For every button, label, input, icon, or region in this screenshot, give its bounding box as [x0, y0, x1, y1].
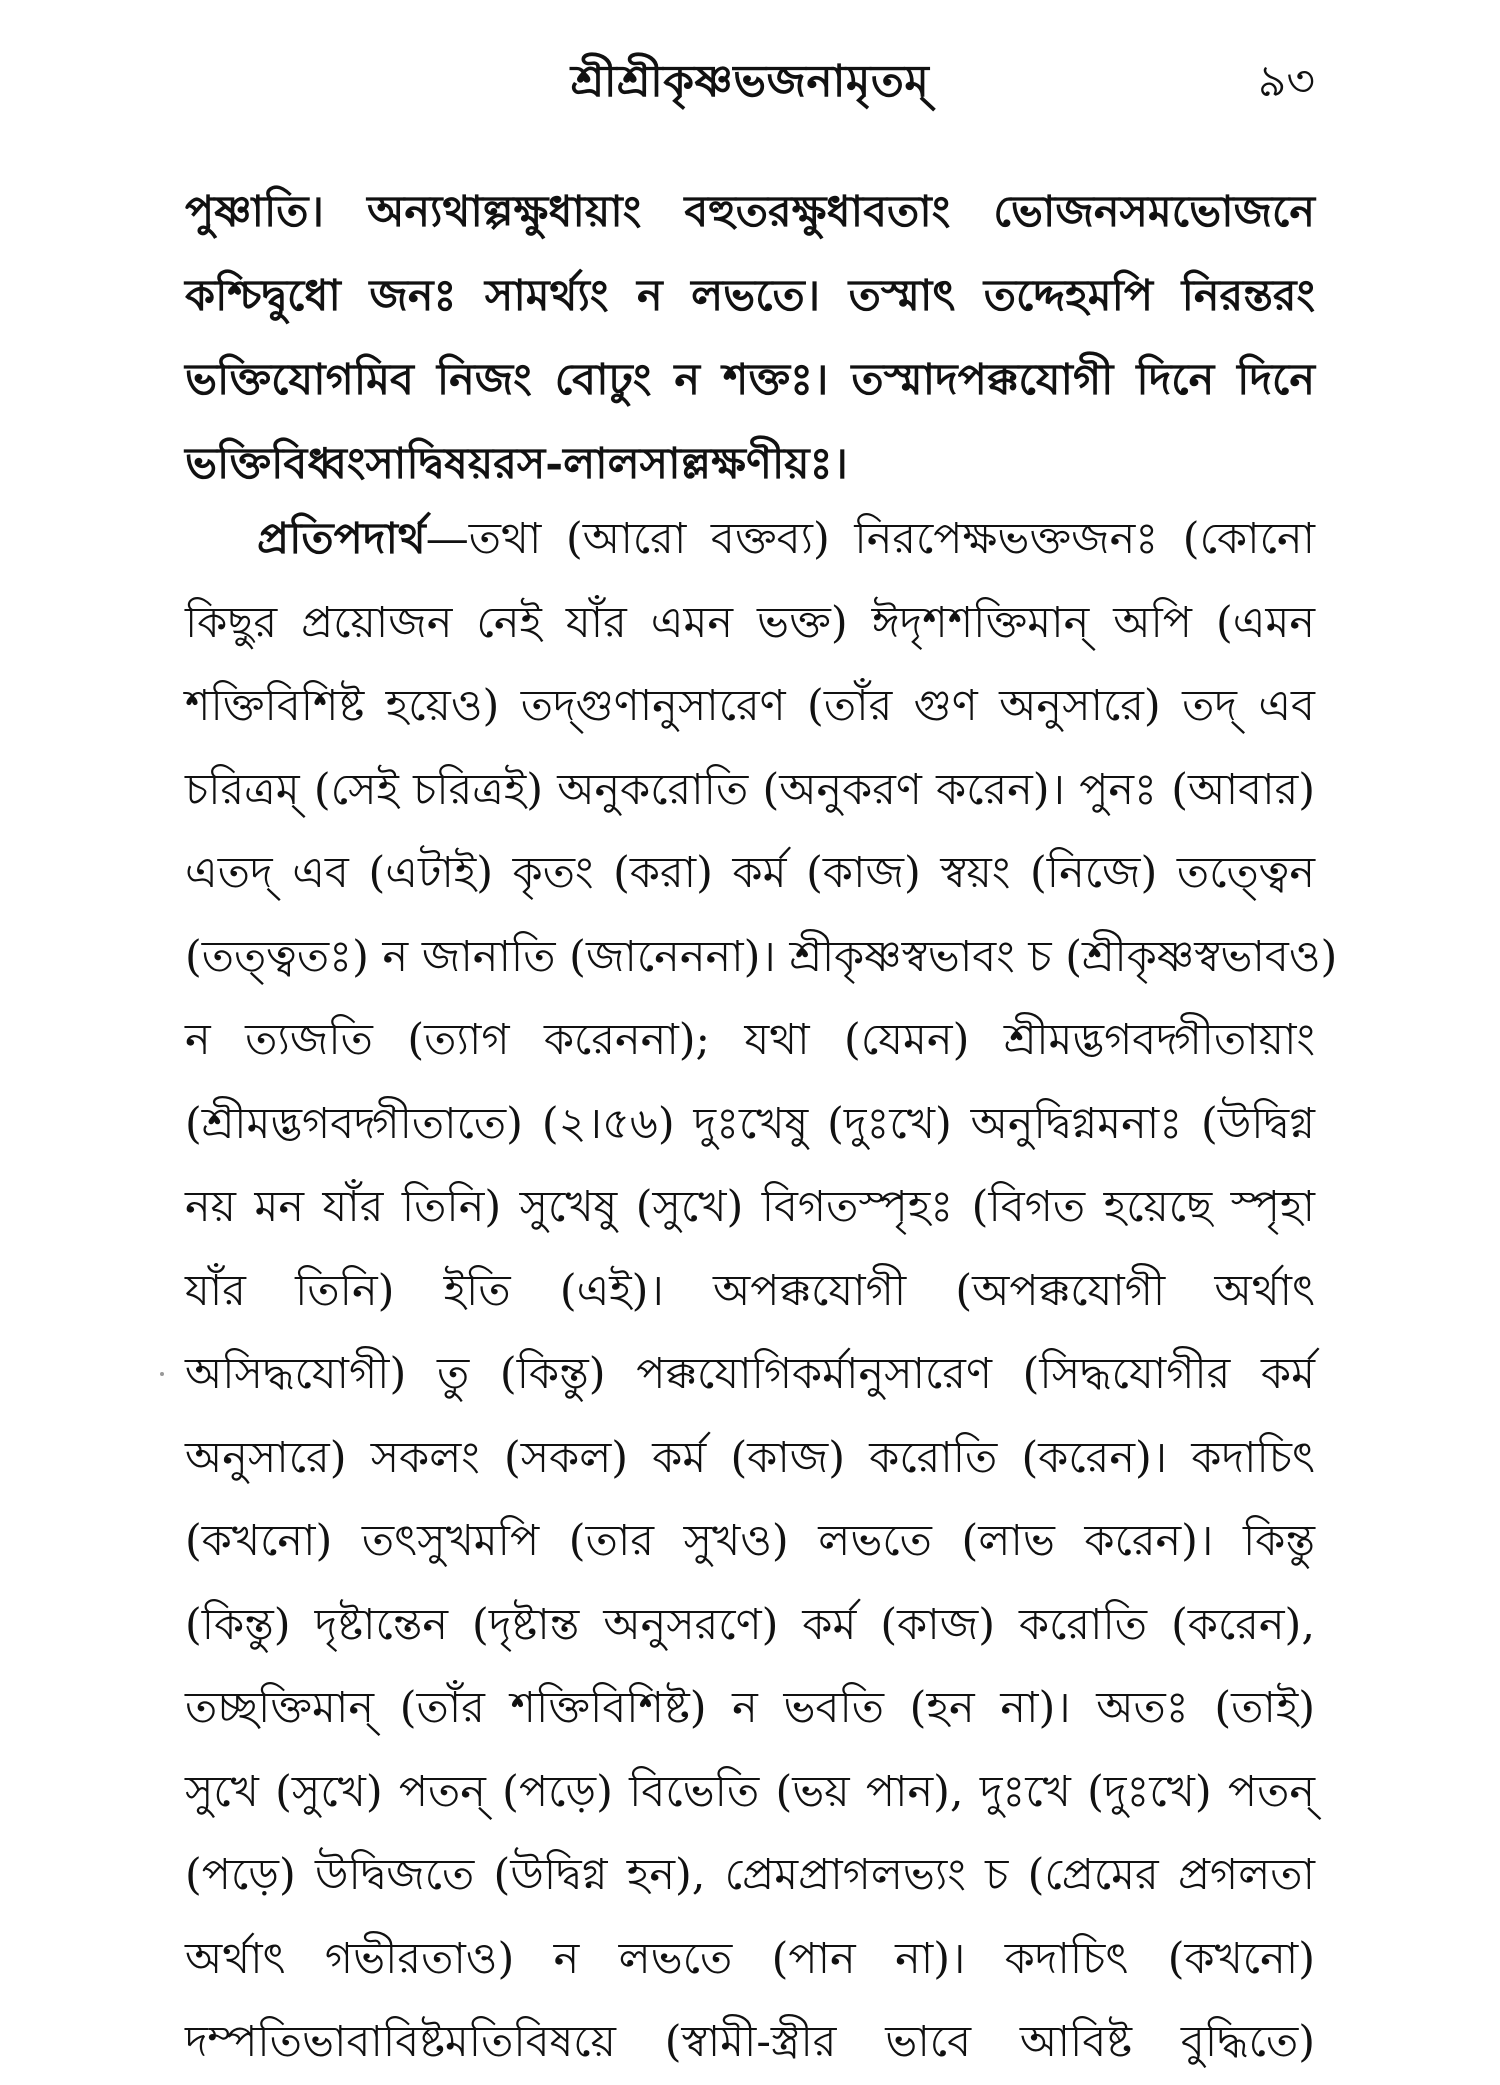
- bold-line: ভক্তিবিধ্বংসাদ্বিষয়রস-লালসাল্লক্ষণীয়ঃ।: [185, 439, 848, 489]
- gloss-line: এতদ্ এব (এটাই) কৃতং (করা) কর্ম (কাজ) স্বয়ং (নিজে) তত্ত্বেন: [185, 848, 1315, 898]
- gloss-line: (তত্ত্বতঃ) ন জানাতি (জানেননা)। শ্রীকৃষ্ণস্বভাবং চ (শ্রীকৃষ্ণস্বভাবও): [185, 931, 1338, 982]
- gloss-line: নয় মন যাঁর তিনি) সুখেষু (সুখে) বিগতস্পৃহঃ (বিগত হয়েছে স্পৃহা: [185, 1182, 1315, 1232]
- bold-line: পুষ্ণাতি। অন্যথাল্পক্ষুধায়াং বহুতরক্ষুধাবতাং ভোজনসমভোজনে: [185, 187, 1315, 237]
- gloss-line: অনুসারে) সকলং (সকল) কর্ম (কাজ) করোতি (করেন)। কদাচিৎ: [185, 1432, 1315, 1483]
- gloss-line: চরিত্রম্ (সেই চরিত্রই) অনুকরোতি (অনুকরণ করেন)। পুনঃ (আবার): [185, 764, 1315, 815]
- gloss-line: সুখে (সুখে) পতন্ (পড়ে) বিভেতি (ভয় পান), দুঃখে (দুঃখে) পতন্: [185, 1766, 1315, 1817]
- bold-line: ভক্তিযোগমিব নিজং বোঢুং ন শক্তঃ। তস্মাদপক্কযোগী দিনে দিনে: [185, 355, 1315, 405]
- gloss-line: শক্তিবিশিষ্ট হয়েও) তদ্গুণানুসারেণ (তাঁর গুণ অনুসারে) তদ্ এব: [185, 681, 1315, 731]
- gloss-line: যাঁর তিনি) ইতি (এই)। অপক্কযোগী (অপক্কযোগী অর্থাৎ: [185, 1265, 1315, 1316]
- gloss-line: তচ্ছক্তিমান্ (তাঁর শক্তিবিশিষ্ট) ন ভবতি (হন না)। অতঃ (তাই): [185, 1683, 1315, 1733]
- gloss-line: অসিদ্ধযোগী) তু (কিন্তু) পক্কযোগিকর্মানুসারেণ (সিদ্ধযোগীর কর্ম: [185, 1349, 1315, 1399]
- gloss-line: (কখনো) তৎসুখমপি (তার সুখও) লভতে (লাভ করেন)। কিন্তু: [185, 1516, 1315, 1566]
- word-gloss-paragraph: [185, 498, 1338, 2085]
- gloss-first-line: [185, 498, 1315, 582]
- gloss-line: (শ্রীমদ্ভগবদ্গীতাতে) (২।৫৬) দুঃখেষু (দুঃখে) অনুদ্বিগ্নমনাঃ (উদ্বিগ্ন: [185, 1098, 1315, 1149]
- gloss-line: ন ত্যজতি (ত্যাগ করেননা); যথা (যেমন) শ্রীমদ্ভগবদ্গীতায়াং: [185, 1015, 1315, 1065]
- gloss-heading: প্রতিপদার্থ: [257, 514, 426, 564]
- page-number: ৯৩: [1257, 56, 1315, 107]
- gloss-line: কিছুর প্রয়োজন নেই যাঁর এমন ভক্ত) ঈদৃশশক্তিমান্ অপি (এমন: [185, 597, 1315, 648]
- running-header: [185, 48, 1315, 118]
- gloss-line: (কিন্তু) দৃষ্টান্তেন (দৃষ্টান্ত অনুসরণে) কর্ম (কাজ) করোতি (করেন),: [185, 1599, 1315, 1650]
- bold-commentary-paragraph: [185, 170, 1315, 506]
- gloss-line: দম্পতিভাবাবিষ্টমতিবিষয়ে (স্বামী-স্ত্রীর ভাবে আবিষ্ট বুদ্ধিতে): [185, 2017, 1315, 2067]
- gloss-first-line-text: —তথা (আরো বক্তব্য) নিরপেক্ষভক্তজনঃ (কোনো: [425, 514, 1315, 564]
- gloss-line: (পড়ে) উদ্বিজতে (উদ্বিগ্ন হন), প্রেমপ্রাগলভ্যং চ (প্রেমের প্রগলতা: [185, 1850, 1315, 1900]
- running-title: শ্রীশ্রীকৃষ্ণভজনামৃতম্: [570, 56, 930, 107]
- bold-line: কশ্চিদ্বুধো জনঃ সামর্থ্যং ন লভতে। তস্মাৎ তদ্দেহমপি নিরন্তরং: [185, 271, 1315, 321]
- gloss-line: অর্থাৎ গভীরতাও) ন লভতে (পান না)। কদাচিৎ (কখনো): [185, 1933, 1315, 1984]
- print-speck: [160, 1372, 164, 1376]
